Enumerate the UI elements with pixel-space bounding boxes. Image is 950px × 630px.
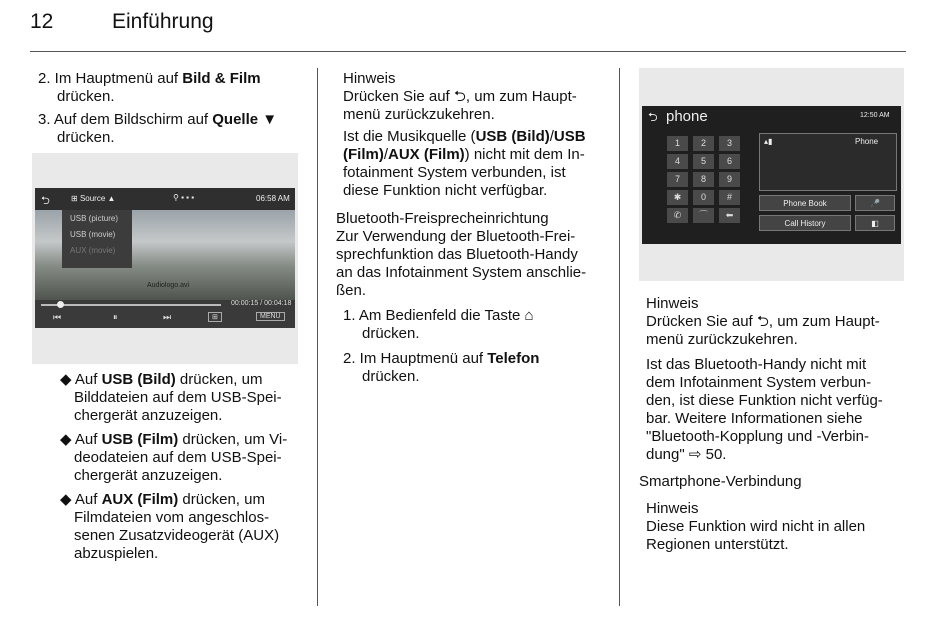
back-icon: ⮌ <box>648 110 658 124</box>
clock: 12:50 AM <box>860 112 890 119</box>
media-screenshot <box>32 153 298 364</box>
bullet-list <box>60 371 310 563</box>
backspace-icon: ⬅ <box>719 208 740 223</box>
source-dropdown <box>62 210 132 268</box>
header-divider <box>30 51 906 52</box>
track-name: Audiologo.avi <box>147 282 190 289</box>
step-text: 3. Auf dem Bildschirm auf <box>38 111 213 128</box>
page-title: Einführung <box>112 10 214 33</box>
back-icon: ⮌ <box>41 195 50 207</box>
section-heading: Smartphone-Verbindung <box>639 473 802 490</box>
bt-step-2: 2. Im Hauptmenü auf Telefon drücken. <box>343 350 540 385</box>
call-icon: ✆ <box>667 208 688 223</box>
key-2: 2 <box>693 136 714 151</box>
hint-title: Hinweis <box>646 295 699 312</box>
progress-track <box>41 304 221 306</box>
key-0: 0 <box>693 190 714 205</box>
phone-book-button: Phone Book <box>759 195 851 211</box>
phone-title: phone <box>666 108 708 125</box>
hint-1: Hinweis Drücken Sie auf ⮌, um zum Haupt- menü zurückzukehren. <box>343 70 613 124</box>
bluetooth-section: Bluetooth-Freisprecheinrichtung Zur Verwendung der Bluetooth-Frei- sprechfunktion das Bluetooth-Handy an das Infotainment System anschlie- ßen. <box>336 210 616 300</box>
page-number: 12 <box>30 10 54 33</box>
key-5: 5 <box>693 154 714 169</box>
playback-bar <box>35 300 295 328</box>
key-8: 8 <box>693 172 714 187</box>
menu-item-usb-picture: USB (picture) <box>70 214 119 223</box>
key-3: 3 <box>719 136 740 151</box>
section-heading: Bluetooth-Freisprecheinrichtung <box>336 210 549 227</box>
menu-item-usb-movie: USB (movie) <box>70 230 116 239</box>
step-3 <box>38 111 308 147</box>
bold-term: Quelle <box>212 111 259 128</box>
column-divider-2 <box>619 68 620 606</box>
key-6: 6 <box>719 154 740 169</box>
media-screen <box>35 188 295 328</box>
column-divider-1 <box>317 68 318 606</box>
key-9: 9 <box>719 172 740 187</box>
signal-icon: ▴▮ <box>764 137 773 146</box>
hint-2: Hinweis Drücken Sie auf ⮌, um zum Haupt- menü zurückzukehren. <box>646 295 906 349</box>
hint-title: Hinweis <box>343 70 396 87</box>
list-item: ◆ Auf USB (Bild) drücken, um Bilddateien auf dem USB-Spei- chergerät anzuzeigen. <box>60 371 282 424</box>
media-top-bar <box>35 188 295 210</box>
bt-step-1: 1. Am Bedienfeld die Taste ⌂ drücken. <box>343 307 534 342</box>
step-text: drücken. <box>57 129 115 146</box>
phone-status: Phone <box>855 137 879 146</box>
progress-knob <box>57 301 64 308</box>
list-item: ◆ Auf AUX (Film) drücken, um Filmdateien vom angeschlos- senen Zusatzvideogerät (AUX) abzuspielen. <box>60 491 280 562</box>
phone-screenshot <box>639 68 904 281</box>
prev-icon: ⏮ <box>53 312 62 322</box>
step-text: 2. Im Hauptmenü auf <box>38 70 183 87</box>
phone-status-panel <box>759 133 897 191</box>
hint-3: Hinweis Diese Funktion wird nicht in allen Regionen unterstützt. <box>646 500 906 554</box>
next-icon: ⏭ <box>163 312 172 322</box>
microphone-icon: 🎤 <box>855 195 895 211</box>
bold-term: Bild & Film <box>182 70 261 87</box>
key-7: 7 <box>667 172 688 187</box>
key-hash: # <box>719 190 740 205</box>
status-icons: ⚲ ▪ ▪ ▪ <box>173 193 195 202</box>
step-2 <box>38 70 308 106</box>
call-history-button: Call History <box>759 215 851 231</box>
key-1: 1 <box>667 136 688 151</box>
menu-item-aux-movie: AUX (movie) <box>70 246 116 255</box>
pause-icon: ⏸ <box>113 312 118 322</box>
down-arrow-icon: ▼ <box>262 111 278 128</box>
menu-button: MENU <box>256 312 285 321</box>
phone-screen <box>642 106 901 244</box>
source-button: ⊞ Source ▲ <box>71 194 116 203</box>
handset-icon: ◧ <box>855 215 895 231</box>
list-item: ◆ Auf USB (Film) drücken, um Vi- deodateien auf dem USB-Spei- chergerät anzuzeigen. <box>60 431 288 484</box>
key-4: 4 <box>667 154 688 169</box>
hangup-icon: ⌒ <box>693 208 714 223</box>
music-source-paragraph: Ist die Musikquelle (USB (Bild)/USB (Film)/AUX (Film)) nicht mit dem In- fotainment System verbunden, ist diese Funktion nicht verfügbar. <box>343 128 586 199</box>
step-text: drücken. <box>57 88 115 105</box>
clock: 06:58 AM <box>256 194 290 203</box>
key-star: ✱ <box>667 190 688 205</box>
bt-paragraph: Ist das Bluetooth-Handy nicht mit dem Infotainment System verbun- den, ist diese Funktion nicht verfüg- bar. Weitere Informationen siehe "Bluetooth-Kopplung und -Verbin- dung" ⇨ 50. <box>646 356 883 463</box>
progress-time: 00:00:15 / 00:04:18 <box>231 300 292 307</box>
screen-icon: ⊞ <box>208 312 222 322</box>
hint-title: Hinweis <box>646 500 699 517</box>
